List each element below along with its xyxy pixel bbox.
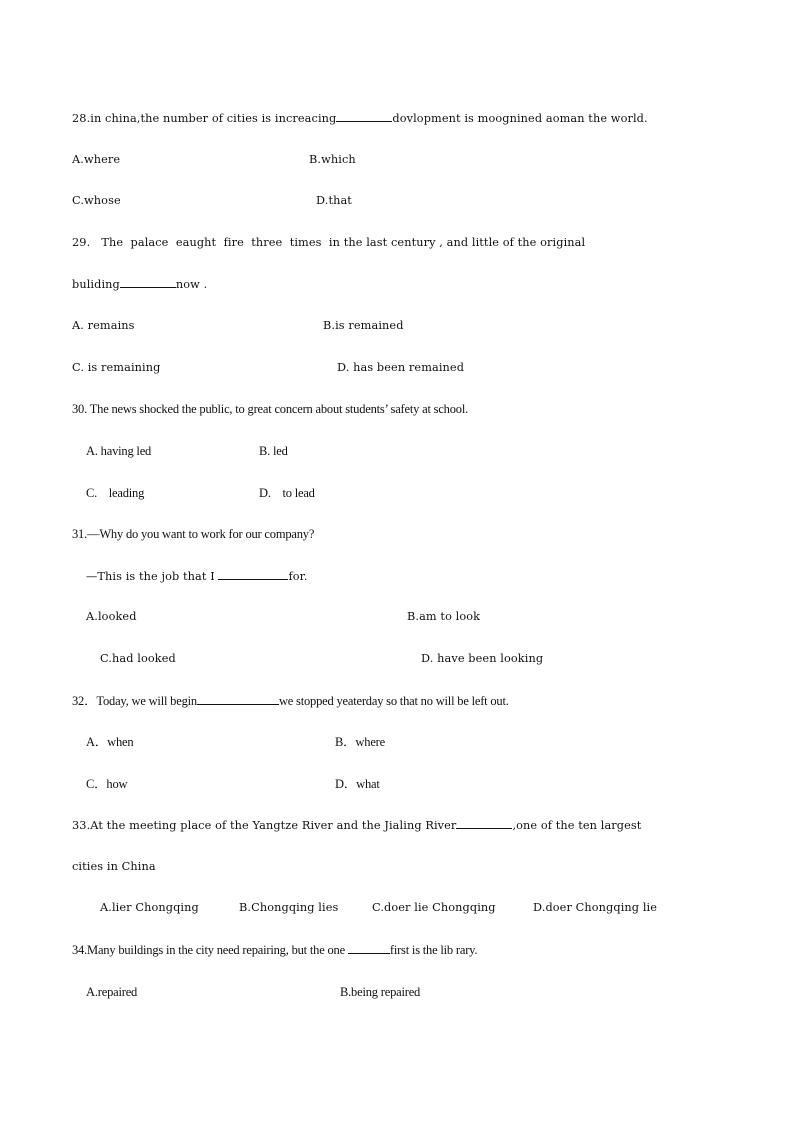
answer-blank (197, 693, 279, 705)
question-number: 32． (72, 694, 97, 708)
answer-blank (456, 817, 512, 829)
question-31-reply: —This is the job that I for. (86, 570, 308, 583)
question-number: 33. (72, 819, 91, 832)
question-number: 28. (72, 112, 91, 125)
option-a: A. remains (72, 319, 135, 332)
option-a: A. having led (86, 444, 152, 458)
question-29-stem: 29. The palace eaught fire three times in the last century , and little of the original (72, 236, 586, 249)
question-number: 34. (72, 943, 88, 957)
answer-blank (348, 942, 390, 954)
option-d: D.doer Chongqing lie (533, 901, 658, 914)
option-b: B.is remained (323, 319, 404, 332)
question-number: 30. (72, 402, 88, 416)
option-c: C．how (86, 777, 128, 791)
option-c: C.had looked (100, 652, 176, 665)
option-b: B．where (335, 735, 385, 749)
option-c: C.whose (72, 194, 121, 207)
option-a: A.repaired (86, 985, 138, 999)
option-b: B.Chongqing lies (239, 901, 339, 914)
option-c: C.doer lie Chongqing (372, 901, 496, 914)
option-d: D. have been looking (421, 652, 544, 665)
option-c: C. is remaining (72, 361, 161, 374)
question-32-stem: 32．Today, we will begin we stopped yeaterday so that no will be left out. (72, 694, 509, 708)
question-33-stem: 33.At the meeting place of the Yangtze River and the Jialing River ,one of the ten largest (72, 819, 642, 832)
option-b: B.being repaired (340, 985, 421, 999)
answer-blank (336, 110, 392, 122)
option-d: D. to lead (259, 486, 315, 500)
answer-blank (120, 276, 176, 288)
answer-blank (218, 568, 288, 580)
question-33-stem-line2: cities in China (72, 860, 156, 873)
option-b: B. led (259, 444, 288, 458)
option-d: D.that (316, 194, 352, 207)
option-a: A.looked (86, 610, 137, 623)
question-28-stem: 28.in china,the number of cities is increacing dovlopment is moognined aoman the world. (72, 112, 648, 125)
option-a: A.where (72, 153, 121, 166)
option-d: D．what (335, 777, 380, 791)
option-a: A．when (86, 735, 134, 749)
question-34-stem: 34.Many buildings in the city need repairing, but the one first is the lib rary. (72, 943, 478, 957)
option-b: B.which (309, 153, 356, 166)
option-a: A.lier Chongqing (100, 901, 199, 914)
question-31-stem: 31.—Why do you want to work for our company? (72, 527, 315, 541)
option-d: D. has been remained (337, 361, 465, 374)
option-b: B.am to look (407, 610, 481, 623)
option-c: C. leading (86, 486, 145, 500)
question-29-stem-line2: buliding now . (72, 278, 208, 291)
question-number: 29. (72, 236, 91, 249)
question-number: 31. (72, 527, 88, 541)
question-30-stem: 30. The news shocked the public, to great concern about students’ safety at school. (72, 402, 469, 416)
